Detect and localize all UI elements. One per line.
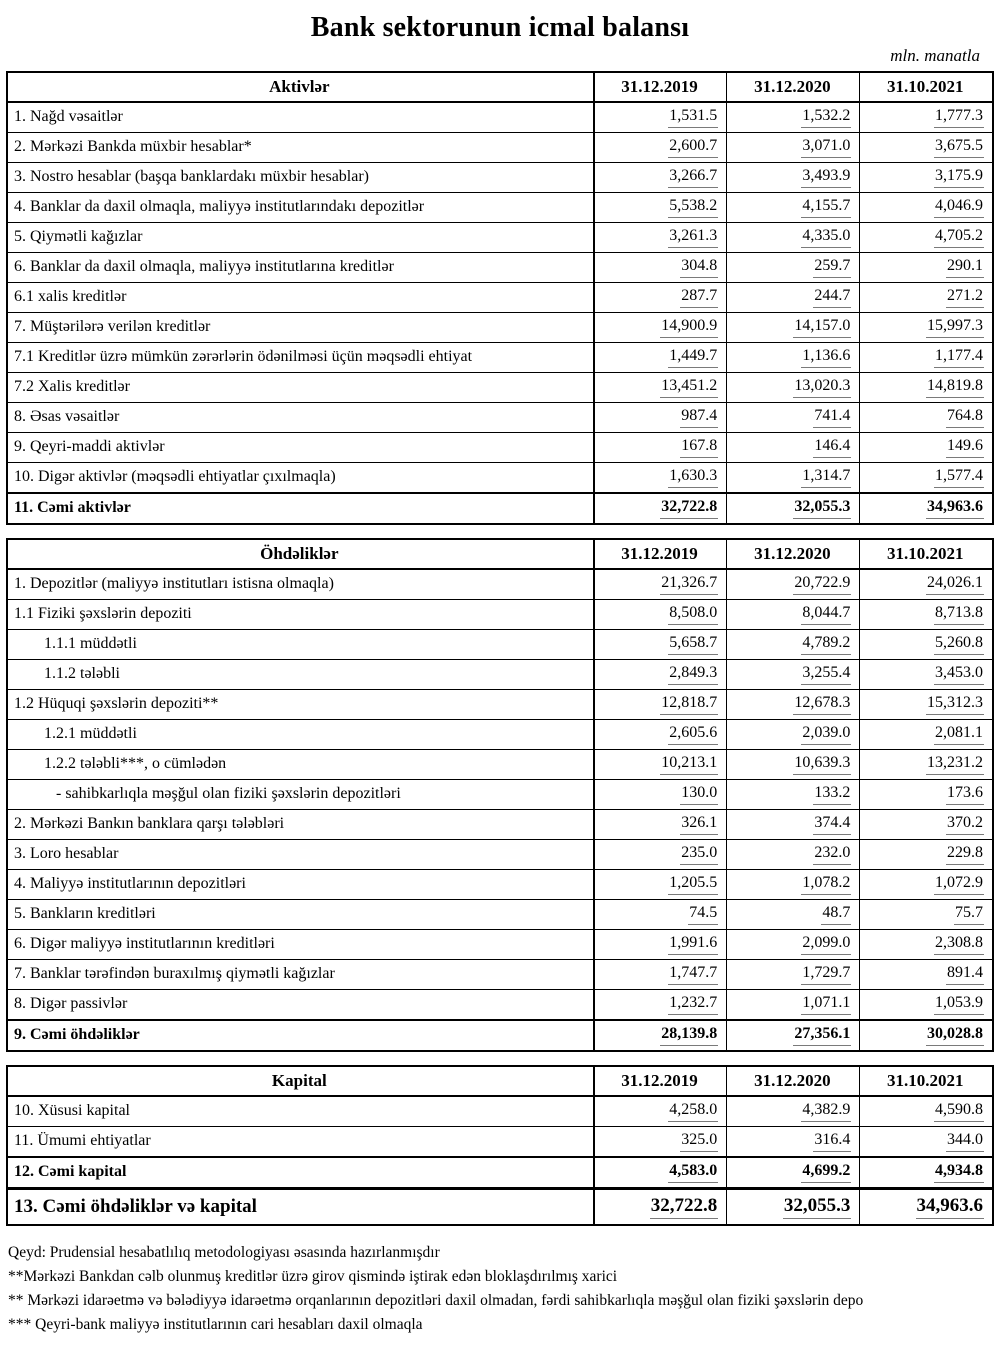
number-value: 1,577.4	[934, 466, 984, 488]
number-value: 75.7	[954, 903, 984, 925]
cell-value	[594, 102, 727, 133]
row-label: 8. Digər passivlər	[7, 990, 594, 1021]
balance-table-ohdelikler	[6, 538, 994, 1052]
cell-value	[727, 283, 860, 313]
column-header-date: 31.12.2020	[727, 72, 860, 102]
cell-value	[594, 569, 727, 600]
number-value: 4,583.0	[668, 1161, 718, 1183]
cell-value	[860, 1157, 993, 1189]
number-value: 1,531.5	[668, 106, 718, 128]
cell-value	[860, 433, 993, 463]
cell-value	[727, 750, 860, 780]
cell-value	[594, 253, 727, 283]
number-value: 10,639.3	[793, 753, 851, 775]
number-value: 149.6	[946, 436, 984, 458]
number-value: 3,266.7	[668, 166, 718, 188]
row-label: 6.1 xalis kreditlər	[7, 283, 594, 313]
unit-label: mln. manatla	[890, 46, 980, 65]
cell-value	[860, 930, 993, 960]
table-row	[7, 313, 993, 343]
cell-value	[727, 990, 860, 1021]
cell-value	[860, 493, 993, 524]
cell-value	[860, 660, 993, 690]
table-row	[7, 600, 993, 630]
table-row	[7, 569, 993, 600]
number-value: 2,039.0	[801, 723, 851, 745]
table-row	[7, 690, 993, 720]
cell-value	[594, 1189, 727, 1226]
cell-value	[727, 1096, 860, 1127]
footnotes	[6, 1239, 994, 1337]
cell-value	[727, 433, 860, 463]
number-value: 14,900.9	[660, 316, 718, 338]
number-value: 1,991.6	[668, 933, 718, 955]
number-value: 1,136.6	[801, 346, 851, 368]
section-header: Kapital	[7, 1066, 594, 1096]
number-value: 2,605.6	[668, 723, 718, 745]
footnote-line: **Mərkəzi Bankdan cəlb olunmuş kreditlər üzrə girov qismində iştirak edən bloklaşdırılmış xarici	[8, 1268, 618, 1285]
number-value: 13,020.3	[793, 376, 851, 398]
cell-value	[860, 343, 993, 373]
table-row	[7, 163, 993, 193]
cell-value	[594, 1157, 727, 1189]
cell-value	[727, 1127, 860, 1158]
number-value: 8,044.7	[801, 603, 851, 625]
number-value: 4,934.8	[934, 1161, 984, 1183]
number-value: 27,356.1	[793, 1024, 851, 1046]
row-label: 4. Maliyyə institutlarının depozitləri	[7, 870, 594, 900]
row-label: 7. Müştərilərə verilən kreditlər	[7, 313, 594, 343]
cell-value	[594, 870, 727, 900]
cell-value	[860, 750, 993, 780]
cell-value	[727, 690, 860, 720]
number-value: 48.7	[821, 903, 851, 925]
table-row	[7, 193, 993, 223]
row-label: 7. Banklar tərəfindən buraxılmış qiymətli kağızlar	[7, 960, 594, 990]
table-row	[7, 780, 993, 810]
row-label: 10. Digər aktivlər (məqsədli ehtiyatlar çıxılmaqla)	[7, 463, 594, 494]
row-label: 3. Nostro hesablar (başqa banklardakı müxbir hesablar)	[7, 163, 594, 193]
cell-value	[860, 569, 993, 600]
number-value: 4,155.7	[801, 196, 851, 218]
cell-value	[727, 600, 860, 630]
cell-value	[860, 253, 993, 283]
number-value: 325.0	[680, 1130, 718, 1152]
number-value: 3,453.0	[934, 663, 984, 685]
number-value: 146.4	[813, 436, 851, 458]
cell-value	[860, 900, 993, 930]
number-value: 235.0	[680, 843, 718, 865]
number-value: 133.2	[813, 783, 851, 805]
number-value: 2,099.0	[801, 933, 851, 955]
cell-value	[594, 133, 727, 163]
table-row	[7, 373, 993, 403]
row-label: 7.1 Kreditlər üzrə mümkün zərərlərin ödənilməsi üçün məqsədli ehtiyat	[7, 343, 594, 373]
number-value: 987.4	[680, 406, 718, 428]
number-value: 287.7	[680, 286, 718, 308]
number-value: 326.1	[680, 813, 718, 835]
number-value: 12,818.7	[660, 693, 718, 715]
cell-value	[594, 163, 727, 193]
column-header-date: 31.12.2019	[594, 1066, 727, 1096]
number-value: 1,071.1	[801, 993, 851, 1015]
number-value: 167.8	[680, 436, 718, 458]
number-value: 1,729.7	[801, 963, 851, 985]
table-row	[7, 493, 993, 524]
number-value: 12,678.3	[793, 693, 851, 715]
number-value: 24,026.1	[926, 573, 984, 595]
cell-value	[860, 1189, 993, 1226]
number-value: 32,722.8	[650, 1194, 719, 1219]
cell-value	[594, 283, 727, 313]
cell-value	[594, 960, 727, 990]
row-label: 1.1.1 müddətli	[7, 630, 594, 660]
cell-value	[727, 660, 860, 690]
tables-area	[6, 71, 994, 1226]
number-value: 8,508.0	[668, 603, 718, 625]
number-value: 4,382.9	[801, 1100, 851, 1122]
cell-value	[727, 223, 860, 253]
column-header-date: 31.12.2019	[594, 539, 727, 569]
number-value: 4,699.2	[801, 1161, 851, 1183]
table-row	[7, 930, 993, 960]
row-label: 8. Əsas vəsaitlər	[7, 403, 594, 433]
row-label: 12. Cəmi kapital	[7, 1157, 594, 1189]
table-row	[7, 870, 993, 900]
number-value: 5,260.8	[934, 633, 984, 655]
number-value: 4,335.0	[801, 226, 851, 248]
number-value: 5,538.2	[668, 196, 718, 218]
cell-value	[594, 660, 727, 690]
number-value: 229.8	[946, 843, 984, 865]
row-label: 7.2 Xalis kreditlər	[7, 373, 594, 403]
row-label: 5. Bankların kreditləri	[7, 900, 594, 930]
table-row	[7, 1189, 993, 1226]
table-row	[7, 463, 993, 494]
cell-value	[594, 690, 727, 720]
cell-value	[727, 720, 860, 750]
table-row	[7, 750, 993, 780]
cell-value	[860, 870, 993, 900]
cell-value	[727, 193, 860, 223]
number-value: 28,139.8	[660, 1024, 718, 1046]
number-value: 130.0	[680, 783, 718, 805]
cell-value	[727, 870, 860, 900]
cell-value	[594, 930, 727, 960]
row-label: 10. Xüsusi kapital	[7, 1096, 594, 1127]
table-row	[7, 253, 993, 283]
number-value: 10,213.1	[660, 753, 718, 775]
cell-value	[860, 163, 993, 193]
table-row	[7, 283, 993, 313]
number-value: 13,451.2	[660, 376, 718, 398]
row-label: 3. Loro hesablar	[7, 840, 594, 870]
cell-value	[860, 600, 993, 630]
cell-value	[727, 1189, 860, 1226]
number-value: 20,722.9	[793, 573, 851, 595]
column-header-date: 31.10.2021	[860, 539, 993, 569]
cell-value	[594, 900, 727, 930]
cell-value	[727, 253, 860, 283]
number-value: 741.4	[813, 406, 851, 428]
cell-value	[594, 840, 727, 870]
cell-value	[727, 463, 860, 494]
row-label: 2. Mərkəzi Bankın banklara qarşı tələbləri	[7, 810, 594, 840]
cell-value	[594, 223, 727, 253]
page-title: Bank sektorunun icmal balansı	[310, 12, 690, 43]
cell-value	[860, 1127, 993, 1158]
cell-value	[594, 1127, 727, 1158]
number-value: 271.2	[946, 286, 984, 308]
cell-value	[594, 780, 727, 810]
row-label: 6. Banklar da daxil olmaqla, maliyyə institutlarına kreditlər	[7, 253, 594, 283]
number-value: 2,308.8	[934, 933, 984, 955]
cell-value	[727, 900, 860, 930]
cell-value	[860, 1096, 993, 1127]
cell-value	[860, 403, 993, 433]
cell-value	[860, 313, 993, 343]
cell-value	[727, 1157, 860, 1189]
number-value: 32,055.3	[793, 497, 851, 519]
cell-value	[594, 343, 727, 373]
number-value: 304.8	[680, 256, 718, 278]
row-label: 4. Banklar da daxil olmaqla, maliyyə institutlarındakı depozitlər	[7, 193, 594, 223]
number-value: 344.0	[946, 1130, 984, 1152]
cell-value	[860, 780, 993, 810]
number-value: 1,630.3	[668, 466, 718, 488]
cell-value	[727, 780, 860, 810]
cell-value	[594, 1020, 727, 1051]
row-label: - sahibkarlıqla məşğul olan fiziki şəxslərin depozitləri	[7, 780, 594, 810]
cell-value	[727, 313, 860, 343]
cell-value	[727, 569, 860, 600]
number-value: 5,658.7	[668, 633, 718, 655]
footnote-line: *** Qeyri-bank maliyyə institutlarının cari hesabları daxil olmaqla	[8, 1316, 423, 1333]
number-value: 34,963.6	[926, 497, 984, 519]
cell-value	[594, 313, 727, 343]
cell-value	[727, 373, 860, 403]
row-label: 1.2.2 tələbli***, o cümlədən	[7, 750, 594, 780]
number-value: 74.5	[688, 903, 718, 925]
table-row	[7, 433, 993, 463]
number-value: 1,078.2	[801, 873, 851, 895]
number-value: 13,231.2	[926, 753, 984, 775]
number-value: 1,532.2	[801, 106, 851, 128]
header-row	[7, 539, 993, 569]
row-label: 2. Mərkəzi Bankda müxbir hesablar*	[7, 133, 594, 163]
number-value: 1,232.7	[668, 993, 718, 1015]
table-row	[7, 720, 993, 750]
table-row	[7, 960, 993, 990]
number-value: 1,205.5	[668, 873, 718, 895]
number-value: 2,600.7	[668, 136, 718, 158]
table-row	[7, 1020, 993, 1051]
table-row	[7, 223, 993, 253]
cell-value	[860, 630, 993, 660]
cell-value	[860, 102, 993, 133]
number-value: 290.1	[946, 256, 984, 278]
column-header-date: 31.10.2021	[860, 72, 993, 102]
cell-value	[727, 343, 860, 373]
number-value: 8,713.8	[934, 603, 984, 625]
number-value: 1,177.4	[934, 346, 984, 368]
number-value: 244.7	[813, 286, 851, 308]
row-label: 1.2.1 müddətli	[7, 720, 594, 750]
cell-value	[727, 403, 860, 433]
number-value: 30,028.8	[926, 1024, 984, 1046]
cell-value	[860, 373, 993, 403]
cell-value	[594, 433, 727, 463]
number-value: 1,314.7	[801, 466, 851, 488]
number-value: 1,072.9	[934, 873, 984, 895]
table-row	[7, 630, 993, 660]
number-value: 14,819.8	[926, 376, 984, 398]
number-value: 21,326.7	[660, 573, 718, 595]
cell-value	[727, 102, 860, 133]
number-value: 4,789.2	[801, 633, 851, 655]
number-value: 1,449.7	[668, 346, 718, 368]
row-label: 9. Qeyri-maddi aktivlər	[7, 433, 594, 463]
cell-value	[594, 493, 727, 524]
cell-value	[727, 163, 860, 193]
cell-value	[860, 283, 993, 313]
row-label: 9. Cəmi öhdəliklər	[7, 1020, 594, 1051]
cell-value	[594, 1096, 727, 1127]
row-label: 1. Nağd vəsaitlər	[7, 102, 594, 133]
number-value: 3,675.5	[934, 136, 984, 158]
number-value: 4,258.0	[668, 1100, 718, 1122]
balance-table-aktivler	[6, 71, 994, 525]
number-value: 232.0	[813, 843, 851, 865]
number-value: 1,747.7	[668, 963, 718, 985]
column-header-date: 31.10.2021	[860, 1066, 993, 1096]
number-value: 3,071.0	[801, 136, 851, 158]
cell-value	[727, 133, 860, 163]
cell-value	[860, 223, 993, 253]
number-value: 2,081.1	[934, 723, 984, 745]
table-row	[7, 660, 993, 690]
table-row	[7, 840, 993, 870]
cell-value	[860, 840, 993, 870]
row-label: 1.2 Hüquqi şəxslərin depoziti**	[7, 690, 594, 720]
number-value: 1,777.3	[934, 106, 984, 128]
cell-value	[594, 720, 727, 750]
table-row	[7, 1127, 993, 1158]
column-header-date: 31.12.2020	[727, 539, 860, 569]
number-value: 374.4	[813, 813, 851, 835]
column-header-date: 31.12.2019	[594, 72, 727, 102]
cell-value	[727, 810, 860, 840]
number-value: 4,590.8	[934, 1100, 984, 1122]
row-label: 1.1 Fiziki şəxslərin depoziti	[7, 600, 594, 630]
number-value: 32,722.8	[660, 497, 718, 519]
number-value: 4,705.2	[934, 226, 984, 248]
table-row	[7, 810, 993, 840]
number-value: 14,157.0	[793, 316, 851, 338]
table-row	[7, 900, 993, 930]
number-value: 764.8	[946, 406, 984, 428]
table-row	[7, 102, 993, 133]
number-value: 891.4	[946, 963, 984, 985]
number-value: 259.7	[813, 256, 851, 278]
number-value: 316.4	[813, 1130, 851, 1152]
cell-value	[594, 463, 727, 494]
cell-value	[727, 840, 860, 870]
cell-value	[594, 750, 727, 780]
number-value: 15,997.3	[926, 316, 984, 338]
footnote-line: ** Mərkəzi idarəetmə və bələdiyyə idarəetmə orqanlarının depozitləri daxil olmadan, fərdi sahibkarlıqla məşğul olan fiziki şəxslərin depo	[8, 1292, 864, 1309]
cell-value	[860, 1020, 993, 1051]
table-row	[7, 1157, 993, 1189]
cell-value	[594, 403, 727, 433]
number-value: 32,055.3	[783, 1194, 852, 1219]
column-header-date: 31.12.2020	[727, 1066, 860, 1096]
cell-value	[727, 630, 860, 660]
header-row	[7, 72, 993, 102]
number-value: 3,175.9	[934, 166, 984, 188]
cell-value	[727, 1020, 860, 1051]
cell-value	[860, 193, 993, 223]
number-value: 3,261.3	[668, 226, 718, 248]
row-label: 1. Depozitlər (maliyyə institutları istisna olmaqla)	[7, 569, 594, 600]
table-row	[7, 133, 993, 163]
table-row	[7, 1096, 993, 1127]
section-header: Aktivlər	[7, 72, 594, 102]
balance-table-kapital	[6, 1065, 994, 1226]
cell-value	[860, 690, 993, 720]
number-value: 15,312.3	[926, 693, 984, 715]
row-label: 1.1.2 tələbli	[7, 660, 594, 690]
number-value: 3,493.9	[801, 166, 851, 188]
number-value: 370.2	[946, 813, 984, 835]
row-label: 5. Qiymətli kağızlar	[7, 223, 594, 253]
number-value: 3,255.4	[801, 663, 851, 685]
row-label: 11. Ümumi ehtiyatlar	[7, 1127, 594, 1158]
row-label: 6. Digər maliyyə institutlarının kreditləri	[7, 930, 594, 960]
number-value: 2,849.3	[668, 663, 718, 685]
cell-value	[727, 960, 860, 990]
cell-value	[594, 990, 727, 1021]
cell-value	[860, 133, 993, 163]
cell-value	[594, 600, 727, 630]
cell-value	[727, 930, 860, 960]
cell-value	[860, 810, 993, 840]
cell-value	[594, 630, 727, 660]
table-row	[7, 403, 993, 433]
row-label: 11. Cəmi aktivlər	[7, 493, 594, 524]
number-value: 1,053.9	[934, 993, 984, 1015]
table-row	[7, 343, 993, 373]
cell-value	[860, 960, 993, 990]
header-row	[7, 1066, 993, 1096]
table-row	[7, 990, 993, 1021]
cell-value	[594, 810, 727, 840]
cell-value	[594, 373, 727, 403]
number-value: 173.6	[946, 783, 984, 805]
cell-value	[727, 493, 860, 524]
cell-value	[860, 463, 993, 494]
section-header: Öhdəliklər	[7, 539, 594, 569]
number-value: 4,046.9	[934, 196, 984, 218]
cell-value	[594, 193, 727, 223]
cell-value	[860, 720, 993, 750]
footnote-line: Qeyd: Prudensial hesabatlılıq metodologiyası əsasında hazırlanmışdır	[8, 1244, 440, 1261]
number-value: 34,963.6	[916, 1194, 985, 1219]
row-label: 13. Cəmi öhdəliklər və kapital	[7, 1189, 594, 1226]
cell-value	[860, 990, 993, 1021]
